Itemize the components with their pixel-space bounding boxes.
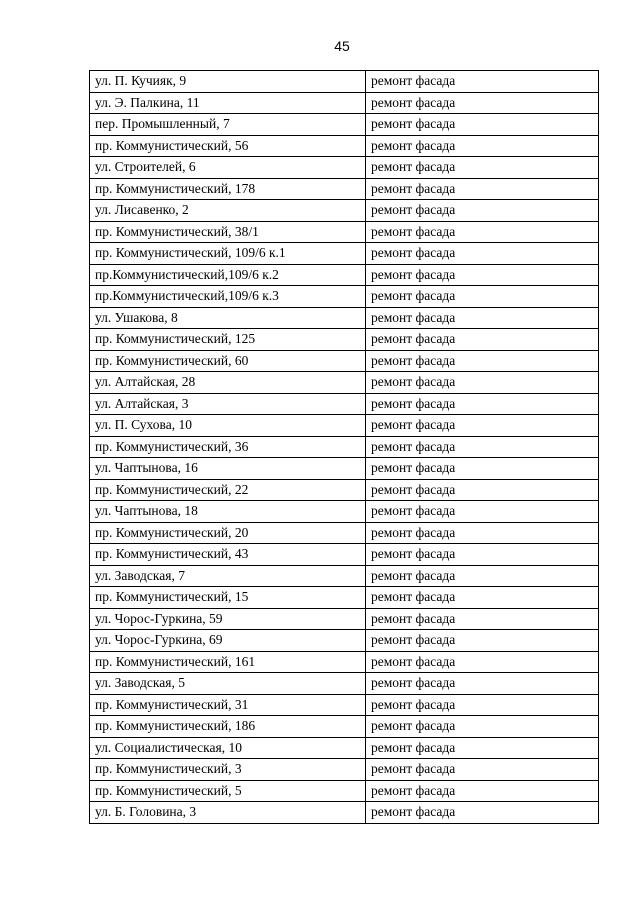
address-cell: пер. Промышленный, 7 xyxy=(90,114,366,136)
address-cell: ул. Алтайская, 3 xyxy=(90,393,366,415)
work-type-cell: ремонт фасада xyxy=(366,759,599,781)
table-row xyxy=(90,178,599,200)
table-row xyxy=(90,651,599,673)
table-row xyxy=(90,135,599,157)
table-row xyxy=(90,802,599,824)
work-type-cell: ремонт фасада xyxy=(366,501,599,523)
table-row xyxy=(90,630,599,652)
address-cell: ул. Строителей, 6 xyxy=(90,157,366,179)
work-type-cell: ремонт фасада xyxy=(366,630,599,652)
work-type-cell: ремонт фасада xyxy=(366,651,599,673)
table-row xyxy=(90,737,599,759)
table-row xyxy=(90,759,599,781)
table-row xyxy=(90,780,599,802)
address-cell: ул. П. Кучияк, 9 xyxy=(90,71,366,93)
work-type-cell: ремонт фасада xyxy=(366,307,599,329)
table-row xyxy=(90,264,599,286)
table-row xyxy=(90,71,599,93)
table-body xyxy=(90,71,599,824)
address-cell: ул. Ушакова, 8 xyxy=(90,307,366,329)
work-type-cell: ремонт фасада xyxy=(366,157,599,179)
table-row xyxy=(90,694,599,716)
work-type-cell: ремонт фасада xyxy=(366,135,599,157)
work-type-cell: ремонт фасада xyxy=(366,393,599,415)
table-row xyxy=(90,307,599,329)
table-row xyxy=(90,92,599,114)
work-type-cell: ремонт фасада xyxy=(366,178,599,200)
work-type-cell: ремонт фасада xyxy=(366,802,599,824)
table-row xyxy=(90,350,599,372)
address-table xyxy=(89,70,599,824)
table-row xyxy=(90,587,599,609)
address-cell: ул. Социалистическая, 10 xyxy=(90,737,366,759)
work-type-cell: ремонт фасада xyxy=(366,372,599,394)
address-cell: пр. Коммунистический, 56 xyxy=(90,135,366,157)
table-row xyxy=(90,501,599,523)
work-type-cell: ремонт фасада xyxy=(366,264,599,286)
address-cell: ул. Заводская, 5 xyxy=(90,673,366,695)
table-row xyxy=(90,436,599,458)
table-row xyxy=(90,608,599,630)
address-cell: ул. Алтайская, 28 xyxy=(90,372,366,394)
address-cell: ул. Б. Головина, 3 xyxy=(90,802,366,824)
address-cell: ул. Э. Палкина, 11 xyxy=(90,92,366,114)
address-cell: пр. Коммунистический, 3 xyxy=(90,759,366,781)
table-row xyxy=(90,221,599,243)
work-type-cell: ремонт фасада xyxy=(366,458,599,480)
table-row xyxy=(90,415,599,437)
work-type-cell: ремонт фасада xyxy=(366,200,599,222)
address-cell: ул. Чорос-Гуркина, 59 xyxy=(90,608,366,630)
table-row xyxy=(90,200,599,222)
address-cell: пр. Коммунистический, 178 xyxy=(90,178,366,200)
table-row xyxy=(90,458,599,480)
address-cell: ул. Лисавенко, 2 xyxy=(90,200,366,222)
table-row xyxy=(90,157,599,179)
work-type-cell: ремонт фасада xyxy=(366,587,599,609)
address-cell: пр. Коммунистический, 36 xyxy=(90,436,366,458)
address-cell: пр. Коммунистический, 161 xyxy=(90,651,366,673)
table-row xyxy=(90,673,599,695)
work-type-cell: ремонт фасада xyxy=(366,329,599,351)
work-type-cell: ремонт фасада xyxy=(366,522,599,544)
table-row xyxy=(90,479,599,501)
work-type-cell: ремонт фасада xyxy=(366,243,599,265)
address-cell: пр. Коммунистический, 15 xyxy=(90,587,366,609)
work-type-cell: ремонт фасада xyxy=(366,608,599,630)
address-cell: пр.Коммунистический,109/6 к.3 xyxy=(90,286,366,308)
work-type-cell: ремонт фасада xyxy=(366,436,599,458)
table-row xyxy=(90,522,599,544)
work-type-cell: ремонт фасада xyxy=(366,694,599,716)
address-cell: ул. Чорос-Гуркина, 69 xyxy=(90,630,366,652)
address-cell: пр. Коммунистический, 125 xyxy=(90,329,366,351)
table-row xyxy=(90,286,599,308)
work-type-cell: ремонт фасада xyxy=(366,221,599,243)
work-type-cell: ремонт фасада xyxy=(366,673,599,695)
address-cell: ул. П. Сухова, 10 xyxy=(90,415,366,437)
table-row xyxy=(90,565,599,587)
address-cell: ул. Чаптынова, 18 xyxy=(90,501,366,523)
table-row xyxy=(90,243,599,265)
address-cell: пр.Коммунистический,109/6 к.2 xyxy=(90,264,366,286)
table-row xyxy=(90,716,599,738)
work-type-cell: ремонт фасада xyxy=(366,479,599,501)
work-type-cell: ремонт фасада xyxy=(366,286,599,308)
work-type-cell: ремонт фасада xyxy=(366,350,599,372)
address-cell: пр. Коммунистический, 60 xyxy=(90,350,366,372)
address-cell: пр. Коммунистический, 31 xyxy=(90,694,366,716)
table-row xyxy=(90,329,599,351)
work-type-cell: ремонт фасада xyxy=(366,114,599,136)
work-type-cell: ремонт фасада xyxy=(366,544,599,566)
work-type-cell: ремонт фасада xyxy=(366,565,599,587)
address-cell: пр. Коммунистический, 22 xyxy=(90,479,366,501)
address-cell: пр. Коммунистический, 20 xyxy=(90,522,366,544)
address-cell: пр. Коммунистический, 5 xyxy=(90,780,366,802)
address-cell: пр. Коммунистический, 43 xyxy=(90,544,366,566)
address-cell: ул. Чаптынова, 16 xyxy=(90,458,366,480)
work-type-cell: ремонт фасада xyxy=(366,71,599,93)
table-row xyxy=(90,114,599,136)
table-row xyxy=(90,393,599,415)
table-row xyxy=(90,544,599,566)
work-type-cell: ремонт фасада xyxy=(366,737,599,759)
address-cell: пр. Коммунистический, 109/6 к.1 xyxy=(90,243,366,265)
table-row xyxy=(90,372,599,394)
work-type-cell: ремонт фасада xyxy=(366,780,599,802)
work-type-cell: ремонт фасада xyxy=(366,92,599,114)
address-cell: ул. Заводская, 7 xyxy=(90,565,366,587)
work-type-cell: ремонт фасада xyxy=(366,716,599,738)
address-cell: пр. Коммунистический, 38/1 xyxy=(90,221,366,243)
page-number: 45 xyxy=(334,38,350,54)
work-type-cell: ремонт фасада xyxy=(366,415,599,437)
address-cell: пр. Коммунистический, 186 xyxy=(90,716,366,738)
